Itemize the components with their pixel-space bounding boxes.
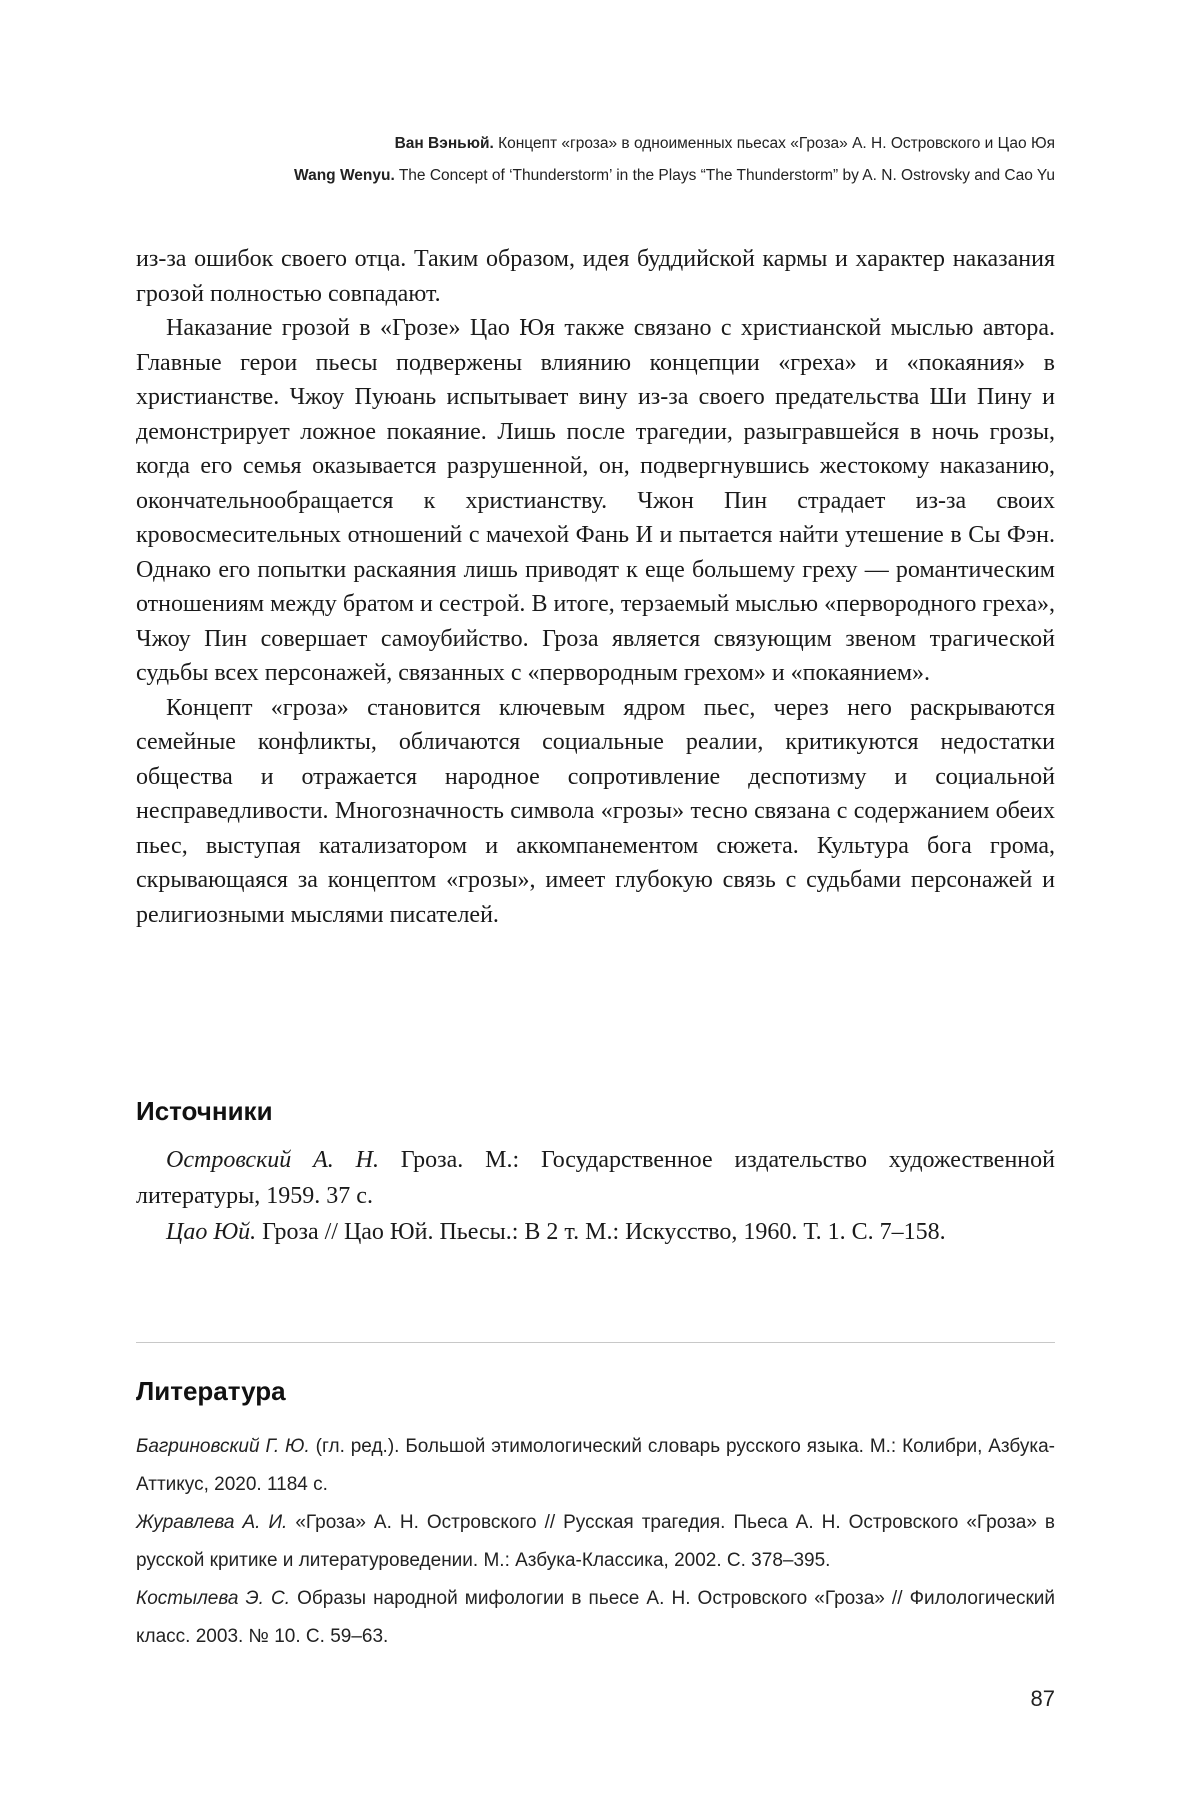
literature-list <box>136 1428 1055 1656</box>
literature-heading: Литература <box>136 1376 286 1406</box>
paragraph-3: Концепт «гроза» становится ключевым ядром пьес, через него раскрываются семейные конфликты, обличаются социальные реалии, критикуются недостатки общества и отражается народное сопротивление деспотизму и социальной несправедливости. Многозначность символа «грозы» тесно связана с содержанием обеих пьес, выступая катализатором и аккомпанементом сюжета. Культура бога грома, скрывающаяся за концептом «грозы», имеет глубокую связь с судьбами персонажей и религиозными мыслями писателей. <box>136 694 1055 928</box>
header-author-ru: Ван Вэньюй. <box>394 135 494 152</box>
source-text: Гроза. М.: Государственное издательство художественной литературы, 1959. 37 с. <box>136 1147 1055 1209</box>
reference-item <box>136 1580 1055 1656</box>
reference-text: Образы народной мифологии в пьесе А. Н. Островского «Гроза» // Филологический класс. 2003. № 10. С. 59–63. <box>136 1588 1055 1647</box>
header-title-ru: Концепт «гроза» в одноименных пьесах «Гроза» А. Н. Островского и Цао Юя <box>498 135 1055 152</box>
reference-item <box>136 1428 1055 1504</box>
source-text: Гроза // Цао Юй. Пьесы.: В 2 т. М.: Искусство, 1960. Т. 1. С. 7–158. <box>256 1219 946 1245</box>
source-author: Цао Юй. <box>166 1219 257 1245</box>
reference-author: Багриновский Г. Ю. <box>136 1436 310 1457</box>
section-divider <box>136 1342 1055 1343</box>
reference-text: «Гроза» А. Н. Островского // Русская трагедия. Пьеса А. Н. Островского «Гроза» в русской критике и литературоведении. М.: Азбука-Классика, 2002. С. 378–395. <box>136 1512 1055 1571</box>
source-author: Островский А. Н. <box>166 1147 379 1173</box>
header-title-en: The Concept of ‘Thunderstorm’ in the Plays “The Thunderstorm” by A. N. Ostrovsky and Cao Yu <box>398 167 1055 184</box>
reference-item <box>136 1504 1055 1580</box>
reference-author: Костылева Э. С. <box>136 1588 291 1609</box>
paragraph-2: Наказание грозой в «Грозе» Цао Юя также связано с христианской мыслью автора. Главные герои пьесы подвержены влиянию концепции «греха» и «покаяния» в христианстве. Чжоу Пуюань испытывает вину из-за своего предательства Ши Пину и демонстрирует ложное покаяние. Лишь после трагедии, разыгравшейся в ночь грозы, когда его семья оказывается разрушенной, он, подвергнувшись жестокому наказанию, окончательнообращается к христианству. Чжон Пин страдает из-за своих кровосмесительных отношений с мачехой Фань И и пытается найти утешение в Сы Фэн. Однако его попытки раскаяния лишь приводят к еще большему греху — романтическим отношениям между братом и сестрой. В итоге, терзаемый мыслью «первородного греха», Чжоу Пин совершает самоубийство. Гроза является связующим звеном трагической судьбы всех персонажей, связанных с «первородным грехом» и «покаянием». <box>136 315 1055 686</box>
sources-heading: Источники <box>136 1096 273 1126</box>
header-line-russian <box>120 128 1055 160</box>
page-number: 87 <box>1030 1686 1055 1711</box>
sources-list <box>136 1142 1055 1250</box>
header-line-english <box>120 160 1055 192</box>
paragraph-1: из-за ошибок своего отца. Таким образом, идея буддийской кармы и характер наказания грозой полностью совпадают. <box>136 246 1055 307</box>
reference-text: (гл. ред.). Большой этимологический словарь русского языка. М.: Колибри, Азбука-Аттикус, 2020. 1184 с. <box>136 1436 1056 1495</box>
source-item <box>136 1142 1055 1214</box>
running-header <box>120 128 1055 192</box>
main-text <box>136 242 1055 932</box>
reference-author: Журавлева А. И. <box>136 1512 288 1533</box>
source-item <box>136 1214 1055 1250</box>
header-author-en: Wang Wenyu. <box>294 167 395 184</box>
